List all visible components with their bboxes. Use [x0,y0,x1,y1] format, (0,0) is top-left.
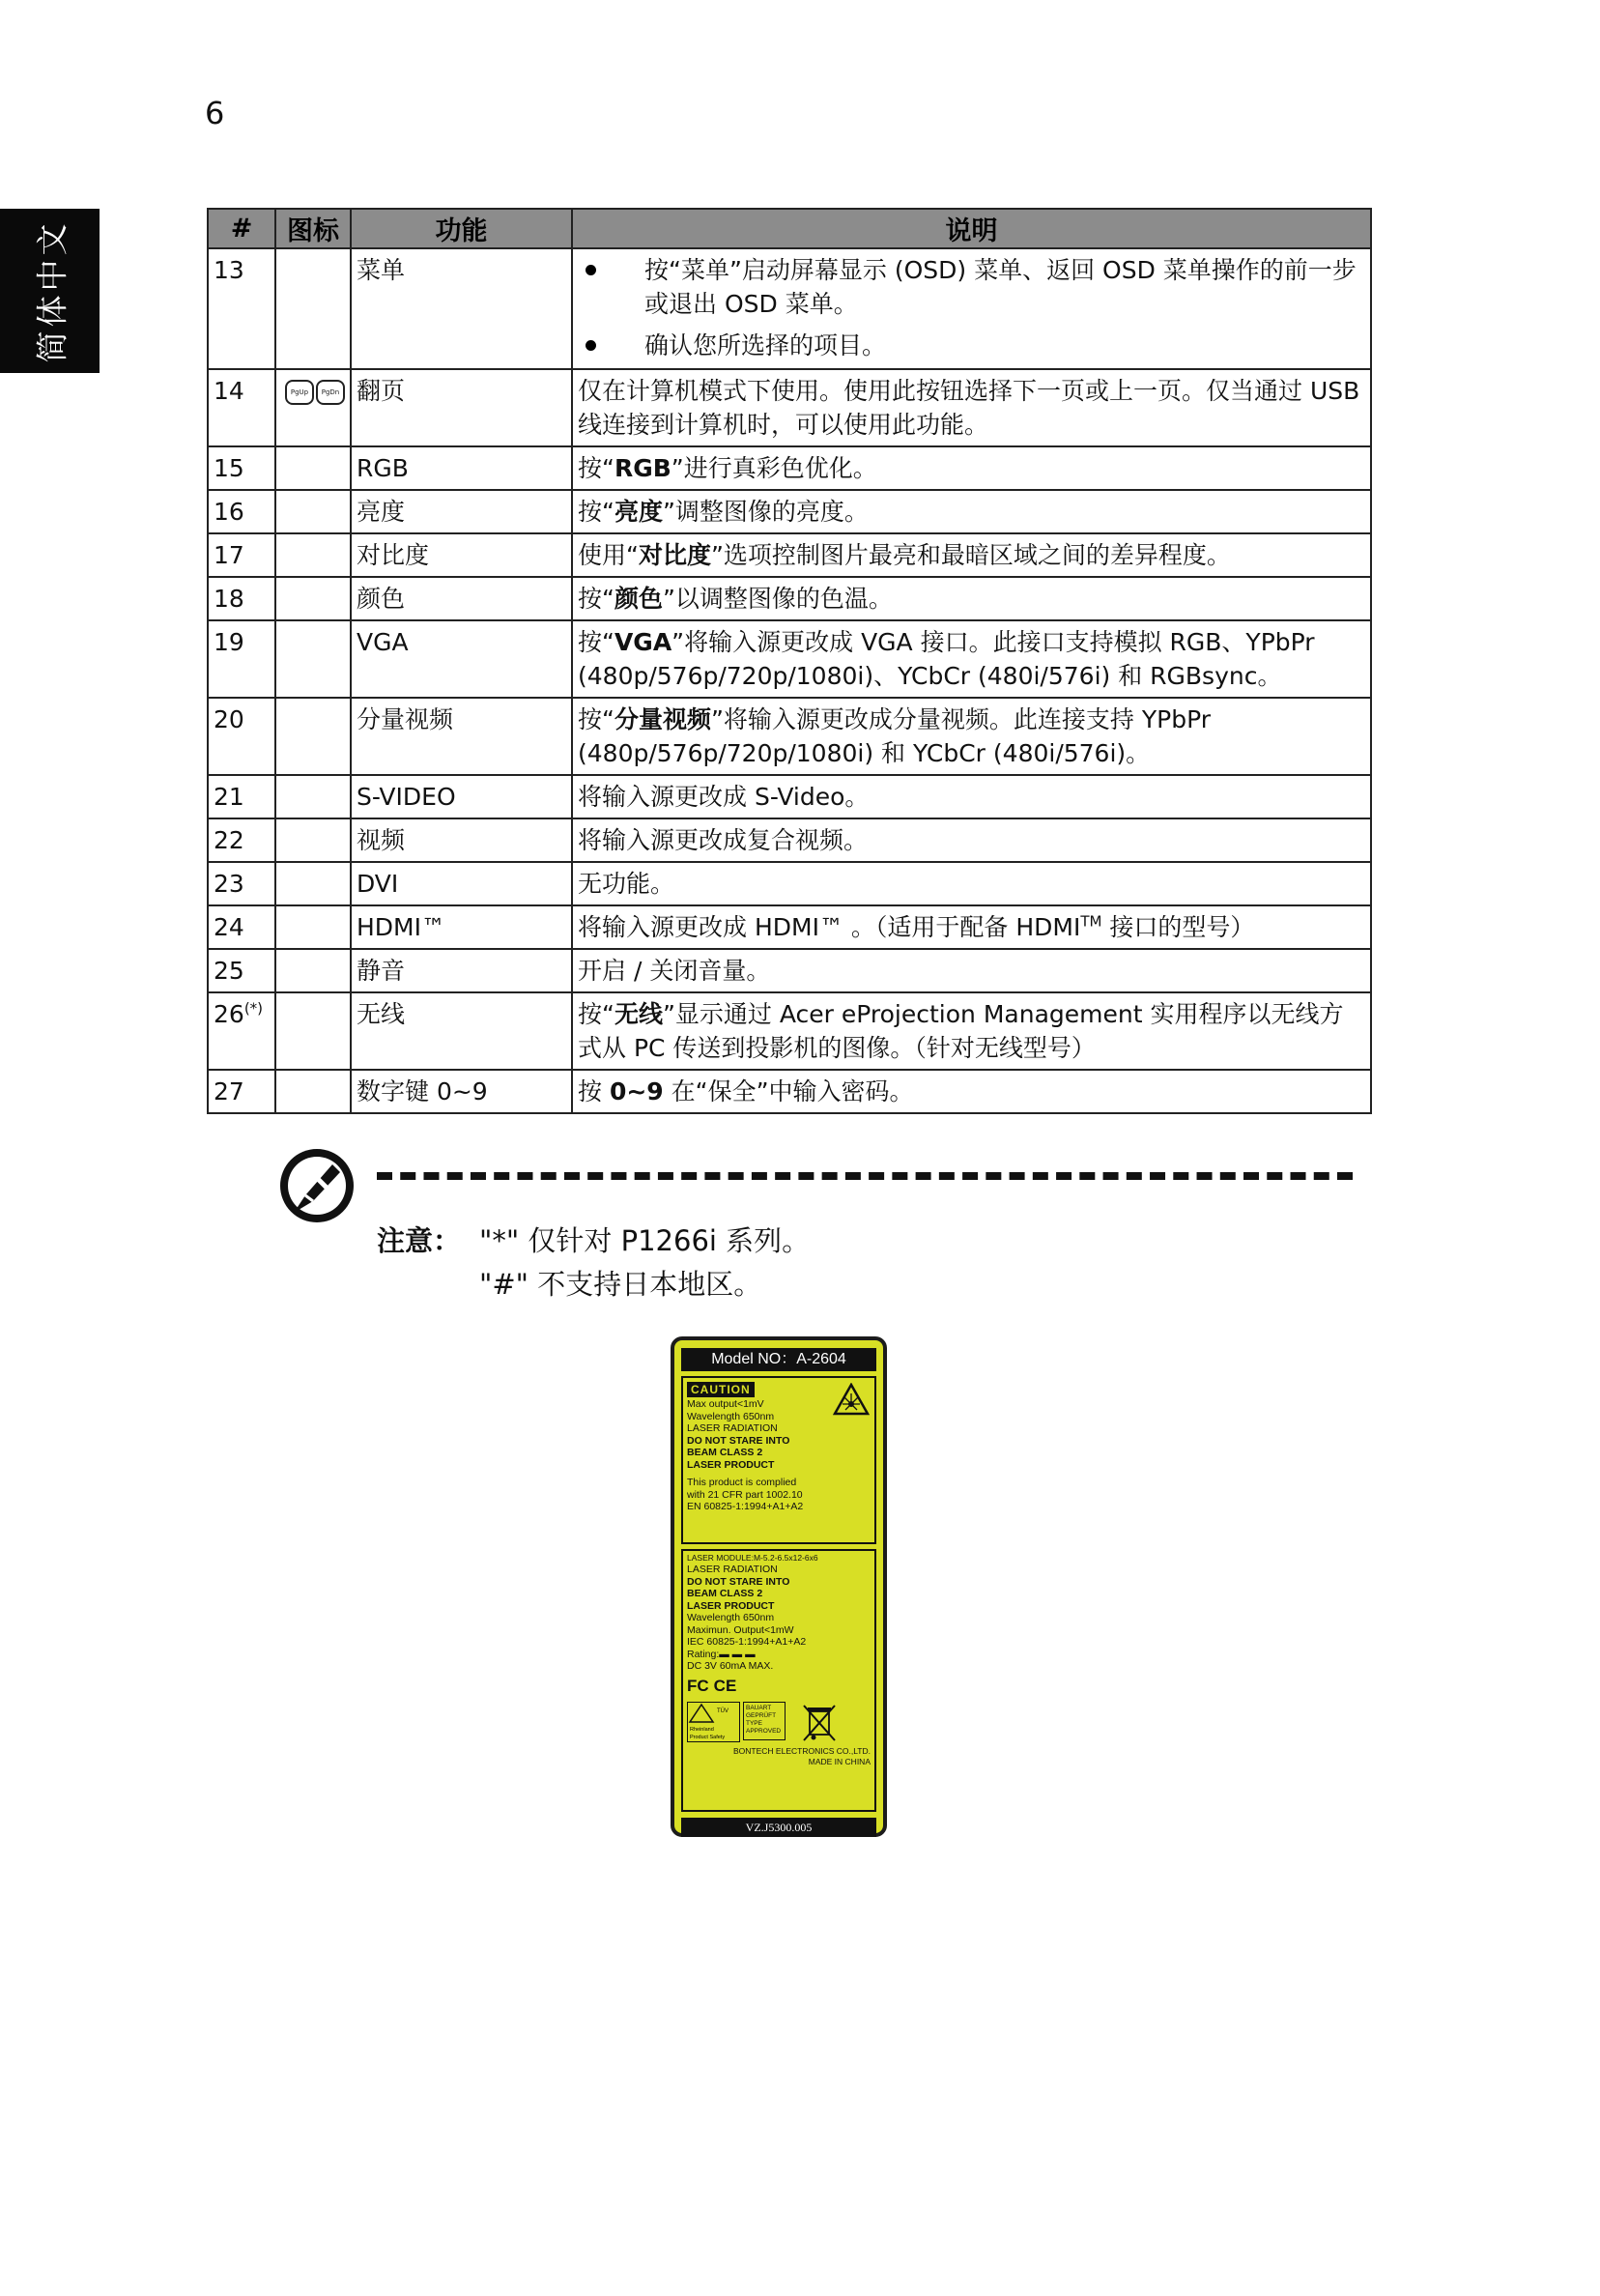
desc-bold: 对比度 [638,541,711,569]
type-text: BAUART [746,1704,772,1711]
row-function: 数字键 0~9 [351,1070,572,1113]
note-label: 注意： [377,1224,462,1257]
header-function: 功能 [351,209,572,248]
caution-badge: CAUTION [687,1382,755,1397]
desc-text: ”进行真彩色优化。 [671,454,877,482]
language-side-tab [0,209,100,373]
row-function: DVI [351,862,572,905]
row-number: 16 [208,490,275,533]
desc-text: 按 [578,1077,610,1105]
module-line: LASER MODULE:M-5.2-6.5x12-6x6 [687,1553,818,1563]
origin-line: MADE IN CHINA [808,1756,871,1766]
row-icon-cell [275,1070,351,1113]
desc-text: 按“ [578,585,614,613]
laser-warning-label [671,1336,887,1837]
side-tab-label: 简体中文 [33,219,71,362]
desc-text: ”显示通过 Acer eProjection Management 实用程序以无线方式从 PC 传送到投影机的图像。（针对无线型号） [578,1000,1344,1062]
note-line: "*" 仅针对 P1266i 系列。 [479,1224,811,1257]
type-text: TYPE [746,1719,762,1727]
manufacturer-line: BONTECH ELECTRONICS CO.,LTD. [733,1745,871,1756]
desc-text: 接口的型号） [1101,913,1255,941]
row-number: 25 [208,949,275,992]
certification-row [687,1702,871,1744]
label-model-number: Model NO：A-2604 [681,1348,876,1371]
row-function: 对比度 [351,533,572,577]
spec-line: IEC 60825-1:1994+A1+A2 [687,1636,807,1648]
table-row [208,905,1371,949]
spec-line: Maximun. Output<1mW [687,1623,794,1636]
spec-line: DC 3V 60mA MAX. [687,1660,774,1672]
desc-bold: 无线 [614,1000,663,1028]
note-pen-icon [276,1145,357,1226]
type-text: APPROVED [746,1727,782,1735]
table-row [208,949,1371,992]
row-function: 亮度 [351,490,572,533]
row-description [572,446,1371,490]
compliance-line: with 21 CFR part 1002.10 [687,1488,803,1501]
bullet-item: 按“菜单”启动屏幕显示 (OSD) 菜单、返回 OSD 菜单操作的前一步或退出 OSD 菜单。 [578,253,1365,321]
tuv-badge [687,1702,740,1742]
row-description [572,577,1371,620]
desc-text: 按“ [578,1000,614,1028]
row-number: 19 [208,620,275,698]
desc-text: ”将输入源更改成 VGA 接口。此接口支持模拟 RGB、YPbPr (480p/576p/720p/1080i)、YCbCr (480i/576i) 和 RGBsync。 [578,628,1315,690]
row-description [572,533,1371,577]
label-part-number: VZ.J5300.005 [681,1818,876,1837]
row-number: 22 [208,818,275,862]
desc-text: ”选项控制图片最亮和最暗区域之间的差异程度。 [710,541,1231,569]
desc-text: ”将输入源更改成分量视频。此连接支持 YPbPr (480p/576p/720p/1080i) 和 YCbCr (480i/576i)。 [578,705,1211,767]
table-row [208,620,1371,698]
row-description [572,248,1371,369]
row-description [572,620,1371,698]
desc-text: 按“ [578,628,614,656]
warning-line: DO NOT STARE INTO [687,1575,790,1588]
row-description: 无功能。 [572,862,1371,905]
table-row [208,369,1371,446]
desc-bold: RGB [614,454,671,482]
tuv-text: Product Safety [690,1734,726,1740]
row-function: RGB [351,446,572,490]
desc-text: 按“ [578,705,614,733]
spec-line: Rating:▬ ▬ ▬ [687,1648,756,1660]
row-function: VGA [351,620,572,698]
caution-box [681,1376,876,1544]
row-description: 开启 / 关闭音量。 [572,949,1371,992]
row-function: 视频 [351,818,572,862]
row-number: 23 [208,862,275,905]
spec-line: Wavelength 650nm [687,1410,775,1422]
row-number: 14 [208,369,275,446]
laser-hazard-icon [833,1383,870,1416]
ce-mark: CE [713,1676,737,1695]
row-description: 仅在计算机模式下使用。使用此按钮选择下一页或上一页。仅当通过 USB 线连接到计算机时，可以使用此功能。 [572,369,1371,446]
row-number: 24 [208,905,275,949]
table-row [208,862,1371,905]
row-icon-cell [275,533,351,577]
warning-line: BEAM CLASS 2 [687,1447,763,1458]
row-icon-cell [275,620,351,698]
row-icon-cell [275,248,351,369]
tuv-triangle-icon [688,1703,739,1741]
spec-line: LASER RADIATION [687,1564,778,1575]
table-row [208,775,1371,818]
tuv-text: TÜV [717,1708,729,1714]
tuv-text: Rheinland [690,1726,714,1733]
row-icon-cell [275,818,351,862]
row-icon-cell [275,905,351,949]
row-icon-cell [275,949,351,992]
row-description [572,1070,1371,1113]
desc-bold: 分量视频 [614,705,711,733]
row-description [572,992,1371,1070]
desc-text: 按“ [578,498,614,526]
row-function: 颜色 [351,577,572,620]
row-function: HDMI™ [351,905,572,949]
desc-bold: 颜色 [614,585,663,613]
row-description [572,905,1371,949]
desc-bold: 亮度 [614,498,663,526]
desc-text: ”以调整图像的色温。 [662,585,893,613]
desc-text: ”调整图像的亮度。 [662,498,869,526]
type-approved-badge [743,1702,786,1740]
table-row [208,533,1371,577]
pgdn-key-icon: PgDn [316,380,345,405]
table-row [208,248,1371,369]
row-number: 27 [208,1070,275,1113]
header-icon: 图标 [275,209,351,248]
row-function: 无线 [351,992,572,1070]
table-row [208,992,1371,1070]
row-description [572,490,1371,533]
page-up-down-icon [285,380,345,405]
desc-text: 将输入源更改成 HDMI™ 。（适用于配备 HDMI [578,913,1081,941]
row-number-text: 26 [214,1000,244,1028]
row-icon-cell [275,577,351,620]
spec-line: LASER RADIATION [687,1422,778,1434]
table-row [208,577,1371,620]
row-number: 21 [208,775,275,818]
table-row [208,698,1371,775]
row-number: 15 [208,446,275,490]
spec-line: Wavelength 650nm [687,1612,775,1623]
pgup-key-icon: PgUp [285,380,314,405]
desc-text: 使用“ [578,541,639,569]
row-function: 菜单 [351,248,572,369]
row-icon-cell [275,862,351,905]
module-box [681,1549,876,1812]
warning-line: BEAM CLASS 2 [687,1588,763,1599]
weee-bin-icon [800,1702,839,1744]
row-number: 20 [208,698,275,775]
warning-line: DO NOT STARE INTO [687,1434,790,1447]
certification-marks [687,1677,871,1696]
desc-bold: VGA [614,628,672,656]
row-icon-cell [275,992,351,1070]
row-number: 18 [208,577,275,620]
row-icon-cell [275,775,351,818]
row-description: 将输入源更改成 S-Video。 [572,775,1371,818]
row-icon-cell [275,369,351,446]
desc-text: 在“保全”中输入密码。 [663,1077,914,1105]
note-line: "#" 不支持日本地区。 [479,1268,762,1301]
row-function: 静音 [351,949,572,992]
table-row [208,818,1371,862]
row-number: 17 [208,533,275,577]
fcc-mark: FC [687,1676,709,1695]
warning-line: LASER PRODUCT [687,1599,775,1612]
row-icon-cell [275,490,351,533]
warning-line: LASER PRODUCT [687,1458,775,1471]
row-number: 13 [208,248,275,369]
compliance-line: This product is complied [687,1477,797,1488]
row-function: 分量视频 [351,698,572,775]
row-description: 将输入源更改成复合视频。 [572,818,1371,862]
desc-superscript: TM [1080,912,1102,931]
bullet-list [578,253,1365,362]
row-number [208,992,275,1070]
header-number: # [208,209,275,248]
header-description: 说明 [572,209,1371,248]
row-function: 翻页 [351,369,572,446]
row-function: S-VIDEO [351,775,572,818]
table-header-row [208,209,1371,248]
compliance-line: EN 60825-1:1994+A1+A2 [687,1501,804,1512]
note-divider [377,1172,1353,1180]
table-row [208,490,1371,533]
row-description [572,698,1371,775]
desc-text: 按“ [578,454,614,482]
desc-bold: 0~9 [609,1077,664,1105]
row-icon-cell [275,446,351,490]
spec-line: Max output<1mV [687,1398,764,1410]
function-table [207,208,1372,1114]
table-row [208,1070,1371,1113]
row-number-superscript: (*) [243,999,264,1018]
table-row [208,446,1371,490]
type-text: GEPRÜFT [746,1711,777,1719]
page-number: 6 [205,95,225,131]
bullet-item: 确认您所选择的项目。 [578,329,1365,362]
row-icon-cell [275,698,351,775]
